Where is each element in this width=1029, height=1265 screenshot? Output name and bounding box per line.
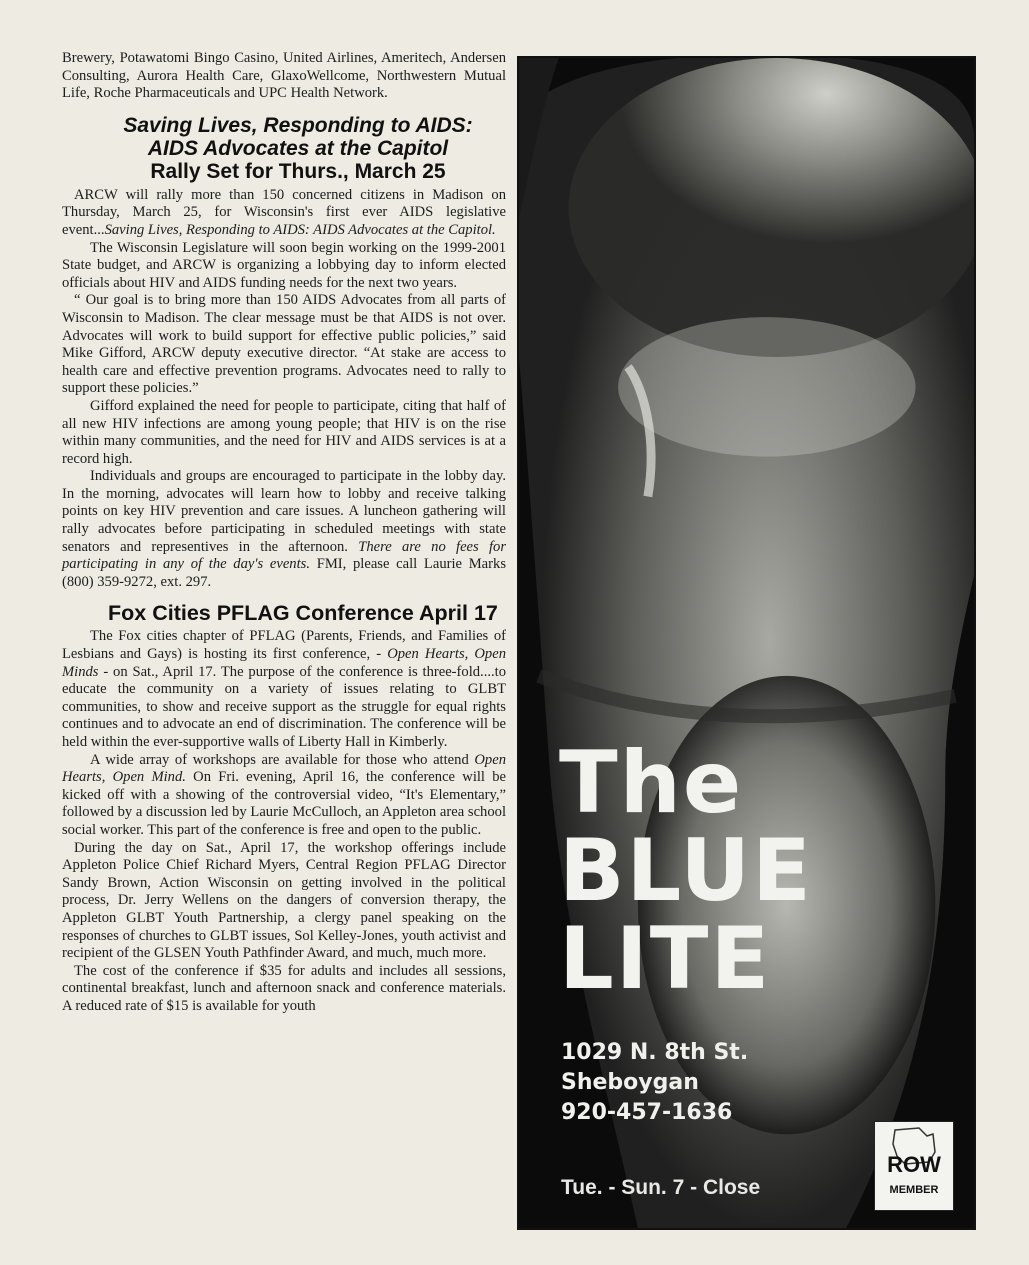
headline-1-line-3: Rally Set for Thurs., March 25: [150, 159, 446, 183]
ad-phone: 920-457-1636: [561, 1100, 733, 1125]
paragraph-2: The Wisconsin Legislature will soon begin working on the 1999-2001 State budget, and ARCW is organizing a lobbying day to inform elected officials about HIV and AIDS funding needs for the next two years.: [62, 239, 506, 291]
ad-city: Sheboygan: [561, 1070, 699, 1095]
paragraph-5-text: Individuals and groups are encouraged to participate in the lobby day. In the morning, advocates will learn how to lobby and receive talking points on key HIV prevention and care issues. A luncheon gathering will rally advocates before participating in scheduled meetings with state senators and representives in the afternoon.: [62, 468, 506, 555]
blue-lite-advertisement: [517, 56, 976, 1230]
paragraph-7-a: A wide array of workshops are available for those who attend: [90, 751, 469, 768]
paragraph-1-event-name: Saving Lives, Responding to AIDS: AIDS Advocates at the Capitol.: [104, 221, 496, 238]
ad-title-lite: LITE: [559, 909, 772, 1009]
row-member-badge: [874, 1121, 954, 1211]
paragraph-6: [62, 628, 506, 751]
ad-title-blue: BLUE: [559, 821, 813, 921]
ad-address: 1029 N. 8th St.: [561, 1040, 749, 1065]
badge-member-text: MEMBER: [889, 1184, 939, 1196]
headline-1-line-1: Saving Lives, Responding to AIDS:: [123, 113, 473, 137]
paragraph-7-b: On Fri. evening, April 16, the conference will be kicked off with a showing of the controversial video, “It's Elementary,” followed by a discussion led by Laurie McCulloch, an Appleton area school social worker. This part of the conference is free and open to the public.: [62, 769, 506, 838]
paragraph-3: “ Our goal is to bring more than 150 AIDS Advocates from all parts of Wisconsin to Madison. The clear message must be that AIDS is not over. Advocates will work to build support for effective public policies,” said Mike Gifford, ARCW deputy executive director. “At stake are access to health care and effective prevention programs. Advocates need to rally to support these policies.”: [62, 292, 506, 397]
headline-2: Fox Cities PFLAG Conference April 17: [108, 601, 498, 626]
paragraph-7: [62, 752, 506, 840]
intro-paragraph: Brewery, Potawatomi Bingo Casino, United Airlines, Ameritech, Andersen Consulting, Aurora Health Care, GlaxoWellcome, Northwestern Mutual Life, Roche Pharmaceuticals and UPC Health Network.: [62, 50, 506, 102]
headline-pflag: [62, 602, 506, 625]
paragraph-6-a: The Fox cities chapter of PFLAG (Parents, Friends, and Families of Lesbians and Gays) is hosting its first conference, -: [62, 628, 506, 663]
paragraph-5: [62, 468, 506, 591]
ad-title-the: The: [559, 733, 744, 833]
headline-aids-advocates: [62, 114, 506, 183]
paragraph-9: The cost of the conference if $35 for adults and includes all sessions, continental breakfast, lunch and afternoon snack and conference materials. A reduced rate of $15 is available for youth: [62, 962, 506, 1014]
paragraph-1: [62, 187, 506, 240]
headline-1-line-2: AIDS Advocates at the Capitol: [147, 136, 449, 160]
paragraph-4: Gifford explained the need for people to participate, citing that half of all new HIV infections are among young people; that HIV is on the rise within many communities, and the need for HIV and AIDS services is at a record high.: [62, 397, 506, 467]
ad-hours: Tue. - Sun. 7 - Close: [561, 1176, 761, 1199]
paragraph-7-conference-name: Open Hearts, Open Mind.: [62, 751, 506, 786]
paragraph-6-conference-name: Open Hearts, Open Minds: [62, 646, 506, 680]
paragraph-5-no-fees: There are no fees for participating in any of the day's events.: [62, 538, 506, 573]
paragraph-8: During the day on Sat., April 17, the workshop offerings include Appleton Police Chief Richard Myers, Central Region PFLAG Director Sandy Brown, Action Wisconsin on getting involved in the political process, Dr. Jerry Wellens on the dangers of conversion therapy, the Appleton GLBT Youth Partnership, a clergy panel speaking on the responses of churches to GLBT issues, Sol Kelley-Jones, youth activist and recipient of the GLSEN Youth Pathfinder Award, and much, much more.: [62, 839, 506, 962]
paragraph-1-text: ARCW will rally more than 150 concerned citizens in Madison on Thursday, March 25, for Wisconsin's first ever AIDS legislative event...: [62, 186, 506, 238]
badge-row-text: ROW: [887, 1152, 941, 1177]
paragraph-5-contact: FMI, please call Laurie Marks (800) 359-9272, ext. 297.: [62, 556, 506, 590]
article-column: [62, 50, 506, 1016]
paragraph-6-b: - on Sat., April 17. The purpose of the conference is three-fold....to educate the community on a variety of issues relating to GLBT communities, to show and receive support as the struggle for equal rights continues and to advocate an end of discrimination. The conference will be held within the ever-supportive walls of Liberty Hall in Kimberly.: [62, 663, 506, 750]
